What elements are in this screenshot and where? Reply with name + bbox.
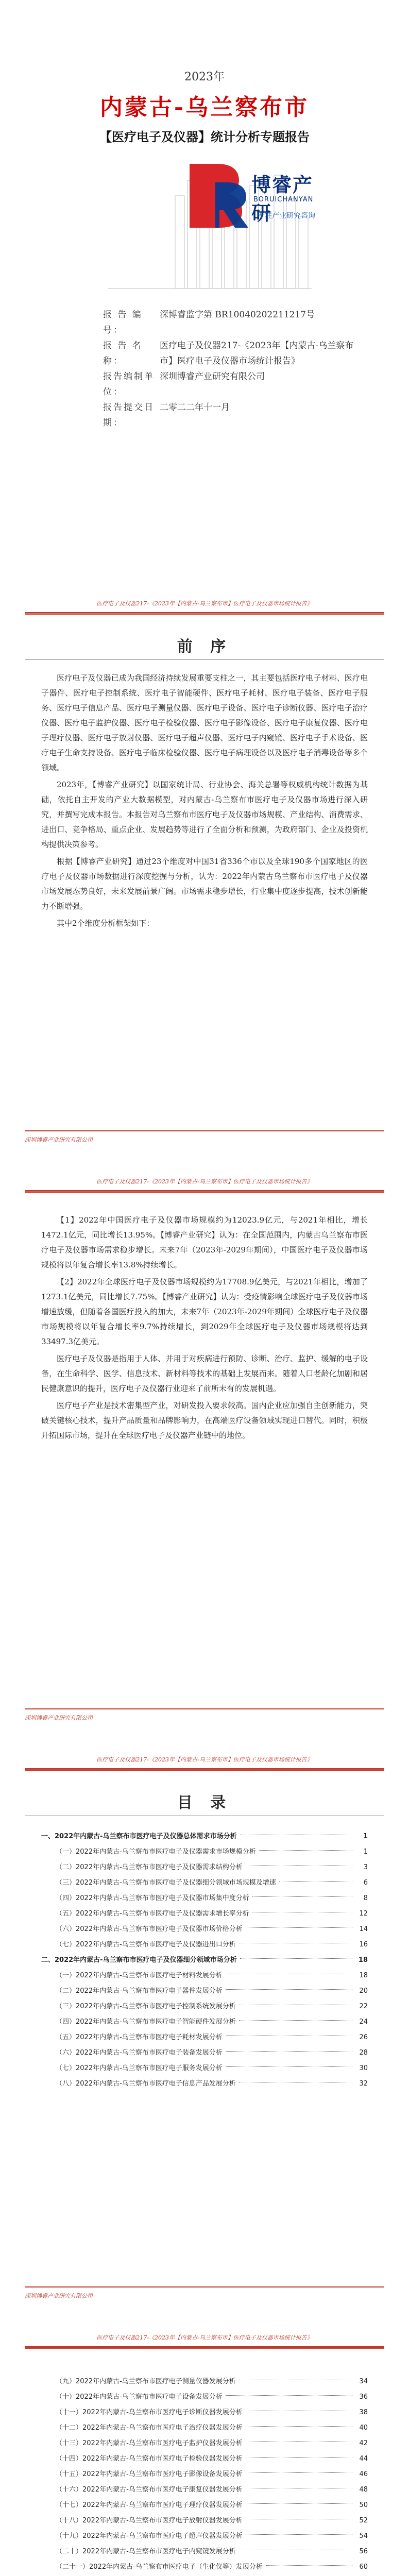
toc-leader-dots: [252, 1896, 352, 1897]
toc-section-entry[interactable]: [41, 2420, 368, 2436]
toc-section-entry[interactable]: [41, 2045, 368, 2061]
toc-section-entry[interactable]: [41, 1937, 368, 1953]
toc-page-number: 56: [359, 2548, 368, 2555]
header-rule: [25, 1190, 384, 1192]
toc-entry-title: （七）2022年内蒙古-乌兰察布市医疗电子及仪器进出口分析: [56, 1941, 236, 1948]
toc-page-number: 3: [363, 1863, 368, 1871]
meta-key: 报告提交日期：: [103, 402, 155, 428]
toc-entry-title: （八）2022年内蒙古-乌兰察布市医疗电子信息产品发展分析: [56, 2080, 236, 2088]
toc-entry-title: （十八）2022年内蒙古-乌兰察布市医疗电子放射仪器发展分析: [56, 2517, 243, 2524]
preface-page: [0, 578, 409, 1156]
toc-leader-dots: [226, 2066, 352, 2067]
toc-entry-title: （二十）2022年内蒙古-乌兰察布市医疗电子内窥镜发展分析: [56, 2548, 236, 2555]
toc-entry-title: （六）2022年内蒙古-乌兰察布市医疗电子装备发展分析: [56, 2049, 223, 2057]
meta-key: 报告编制单位：: [103, 371, 155, 397]
footer-rule: [25, 2286, 384, 2287]
footer-company: 深圳博睿产业研究有限公司: [25, 1137, 93, 1143]
toc-page-number: 36: [359, 2393, 368, 2401]
footer-rule: [25, 1130, 384, 1131]
meta-value: 深圳博睿产业研究有限公司: [160, 371, 265, 382]
toc-section-entry[interactable]: [41, 2374, 368, 2389]
preface-cont-page: [0, 1156, 409, 1734]
toc-page-number: 28: [359, 2049, 368, 2057]
preface-paragraph: 医疗电子及仪器已成为我国经济持续发展重要支柱之一，其主要包括医疗电子材料、医疗电子器件、医疗电子控制系统、医疗电子智能硬件、医疗电子耗材、医疗电子装备、医疗电子服务、医疗电子信息产品、医疗电子测量仪器、医疗电子设备、医疗电子诊断仪器、医疗电子治疗仪器、医疗电子监护仪器、医疗电子检验仪器、医疗电子影像设备、医疗电子康复仪器、医疗电子理疗仪器、医疗电子放射仪器、医疗电子超声仪器、医疗电子内窥镜、医疗电子手术设备、医疗电子生命支持设备、医疗电子临床检验仪器、医疗电子病理设备以及医疗电子消毒设备等多个领域。: [41, 673, 368, 772]
meta-key: 报 告 名 称：: [103, 341, 143, 366]
toc-page-number: 44: [359, 2455, 368, 2463]
toc-page-number: 38: [359, 2409, 368, 2416]
toc-page: [0, 1734, 409, 2312]
toc-entry-title: （七）2022年内蒙古-乌兰察布市医疗电子服务发展分析: [56, 2064, 223, 2072]
toc-leader-dots: [239, 2020, 352, 2021]
toc-section-entry[interactable]: [41, 1906, 368, 1922]
toc-section-entry[interactable]: [41, 2513, 368, 2529]
toc-entry-title: （十一）2022年内蒙古-乌兰察布市医疗电子诊断仪器发展分析: [56, 2409, 243, 2416]
toc-leader-dots: [246, 2534, 352, 2535]
toc-page-number: 30: [359, 2064, 368, 2072]
toc-entry-title: （二）2022年内蒙古-乌兰察布市医疗电子及仪器需求结构分析: [56, 1863, 243, 1871]
toc-page-number: 12: [359, 1910, 368, 1918]
toc-chapter-entry[interactable]: [41, 1953, 368, 1968]
header-rule-thin: [25, 1770, 384, 1771]
toc-section-entry[interactable]: [41, 1860, 368, 1875]
toc-title: 目 录: [177, 1794, 232, 1812]
meta-value: 医疗电子及仪器217-《2023年【内蒙古-乌兰察布市】医疗电子及仪器市场统计报告》: [160, 341, 354, 366]
toc-entry-title: （五）2022年内蒙古-乌兰察布市医疗电子耗材发展分析: [56, 2033, 223, 2041]
header-rule: [25, 2346, 384, 2348]
toc-page-number: 18: [358, 1956, 368, 1964]
header-rule-thin: [25, 2348, 384, 2349]
toc-page-number: 22: [359, 2003, 368, 2010]
cover-title: 内蒙古-乌兰察布市: [99, 94, 310, 121]
toc-entry-title: （四）2022年内蒙古-乌兰察布市医疗电子智能硬件发展分析: [56, 2018, 236, 2026]
header-rule-thin: [25, 614, 384, 615]
toc-section-entry[interactable]: [41, 1922, 368, 1937]
toc-entry-title: （十）2022年内蒙古-乌兰察布市医疗电子设备发展分析: [56, 2393, 223, 2401]
toc-leader-dots: [246, 1927, 352, 1928]
toc-section-entry[interactable]: [41, 2482, 368, 2498]
running-header: 医疗电子及仪器217-《2023年【内蒙古-乌兰察布市】医疗电子及仪器市场统计报告》: [96, 1178, 313, 1185]
toc-page-number: 34: [359, 2378, 368, 2385]
toc-page-number: 40: [359, 2424, 368, 2432]
toc-entry-title: （十二）2022年内蒙古-乌兰察布市医疗电子治疗仪器发展分析: [56, 2424, 243, 2432]
cover-page: [0, 0, 409, 578]
toc-entry-title: （四）2022年内蒙古-乌兰察布市医疗电子及仪器市场集中度分析: [56, 1894, 249, 1902]
toc-section-entry[interactable]: [41, 2014, 368, 2030]
toc-chapter-entry[interactable]: [41, 1829, 368, 1844]
toc-entry-title: （三）2022年内蒙古-乌兰察布市医疗电子控制系统发展分析: [56, 2003, 236, 2010]
toc-page-number: 14: [359, 1925, 368, 1933]
toc-leader-dots: [279, 1881, 352, 1882]
toc-leader-dots: [246, 2426, 352, 2427]
toc-entry-title: （六）2022年内蒙古-乌兰察布市医疗电子及仪器市场价格分析: [56, 1925, 243, 1933]
toc-page-number: 60: [359, 2563, 368, 2571]
toc-entry-title: （一）2022年内蒙古-乌兰察布市医疗电子材料发展分析: [56, 1972, 223, 1979]
toc-leader-dots: [246, 2503, 352, 2504]
preface-paragraph: 【2】2022年全球医疗电子及仪器市场规模约为17708.9亿美元，与2021年相比，增加了1273.1亿美元，同比增长7.75%。【博睿产业研究】认为：受疫情影响全球医疗电子及仪器市场增速放缓，但随着各国医疗投入的加大，未来7年（2023年-2029年期间）全球医疗电子及仪器市场规模将以年复合增长率9.7%持续增长，到2029年全球医疗电子及仪器市场规模将达到33497.3亿美元。: [41, 1277, 368, 1346]
header-rule-thin: [25, 1192, 384, 1193]
toc-leader-dots: [246, 2472, 352, 2473]
br-logo-mark-icon: [185, 160, 252, 232]
toc-leader-dots: [266, 2565, 352, 2566]
toc-section-entry[interactable]: [41, 1844, 368, 1860]
toc-entry-title: （九）2022年内蒙古-乌兰察布市医疗电子测量仪器发展分析: [56, 2378, 236, 2385]
title-rule: [25, 659, 384, 660]
toc-leader-dots: [226, 2395, 352, 2396]
running-header: 医疗电子及仪器217-《2023年【内蒙古-乌兰察布市】医疗电子及仪器市场统计报告》: [96, 600, 313, 607]
toc-entry-title: （十六）2022年内蒙古-乌兰察布市医疗电子康复仪器发展分析: [56, 2486, 243, 2494]
toc-section-entry[interactable]: [41, 2389, 368, 2405]
toc-section-entry[interactable]: [41, 2498, 368, 2513]
preface-paragraph: 根据【博睿产业研究】通过23个维度对中国31省336个市以及全球190多个国家地区的医疗电子及仪器市场数据进行深度挖掘与分析，认为：2022年内蒙古乌兰察布市医疗电子及仪器市场发展态势良好，未来发展前景广阔。市场需求稳步增长，行业集中度逐步提高，技术创新能力不断增强。: [41, 857, 368, 911]
toc-page-number: 54: [359, 2532, 368, 2540]
meta-row: [103, 369, 355, 400]
running-header: 医疗电子及仪器217-《2023年【内蒙古-乌兰察布市】医疗电子及仪器市场统计报告》: [96, 1756, 313, 1763]
toc-entry-title: （二）2022年内蒙古-乌兰察布市医疗电子器件发展分析: [56, 1987, 223, 1995]
toc-section-entry[interactable]: [41, 2451, 368, 2467]
report-meta: [103, 307, 355, 431]
toc-section-entry[interactable]: [41, 2467, 368, 2482]
toc-leader-dots: [226, 1989, 352, 1990]
toc-page-number: 20: [359, 1987, 368, 1995]
preface-paragraph: 2023年，【博睿产业研究】以国家统计局、行业协会、海关总署等权威机构统计数据为基础，依托自主开发的产业大数据模型，对内蒙古-乌兰察布市医疗电子及仪器市场进行深入研究，并撰写完成本报告。本报告对乌兰察布市医疗电子及仪器市场规模、产业结构、消费需求、进出口、竞争格局、重点企业、发展趋势等进行了全面分析和预测，为政府部门、企业及投资机构提供决策参考。: [41, 780, 368, 849]
toc-list-cont: [41, 2374, 368, 2576]
toc-leader-dots: [246, 2457, 352, 2458]
toc-section-entry[interactable]: [41, 2544, 368, 2560]
toc-section-entry[interactable]: [41, 1984, 368, 1999]
meta-row: [103, 307, 355, 338]
toc-leader-dots: [259, 1850, 352, 1851]
toc-page-number: 1: [363, 1848, 368, 1856]
preface-paragraph: 其中2个维度分析框架如下：: [57, 919, 155, 928]
toc-page-number: 48: [359, 2486, 368, 2494]
toc-list: [41, 1829, 368, 2092]
toc-section-entry[interactable]: [41, 1999, 368, 2014]
toc-section-entry[interactable]: [41, 1875, 368, 1891]
toc-page-number: 16: [359, 1941, 368, 1948]
toc-entry-title: （五）2022年内蒙古-乌兰察布市医疗电子及仪器需求增长率分析: [56, 1910, 249, 1918]
toc-section-entry[interactable]: [41, 2076, 368, 2092]
footer-company: 深圳博睿产业研究有限公司: [25, 1715, 93, 1721]
footer-company: 深圳博睿产业研究有限公司: [25, 2293, 93, 2299]
toc-page-number: 52: [359, 2517, 368, 2524]
toc-entry-title: （十九）2022年内蒙古-乌兰察布市医疗电子超声仪器发展分析: [56, 2532, 243, 2540]
meta-value: 二零二二年十一月: [160, 402, 230, 413]
meta-row: [103, 400, 355, 431]
header-rule: [25, 1768, 384, 1770]
logo-text-cn: 博睿产研: [251, 174, 314, 225]
toc-section-entry[interactable]: [41, 2405, 368, 2420]
toc-section-entry[interactable]: [41, 2560, 368, 2575]
toc-section-entry[interactable]: [41, 2529, 368, 2544]
toc-section-entry[interactable]: [41, 2061, 368, 2076]
preface-paragraph: 【1】2022年中国医疗电子及仪器市场规模约为12023.9亿元，与2021年相比，增长1472.1亿元，同比增长13.95%。【博睿产业研究】认为：在全国范围内，内蒙古乌兰察布市医疗电子及仪器市场需求稳步增长。未来7年（2023年-2029年期间），中国医疗电子及仪器市场规模将以年复合增长率13.8%持续增长。: [41, 1215, 368, 1269]
toc-page-number: 18: [359, 1972, 368, 1979]
preface-paragraph: 医疗电子及仪器是指用于人体、并用于对疾病进行预防、诊断、治疗、监护、缓解的电子设备，在生命科学、医学、信息技术、新材料等技术的基础上发展而来。随着人口老龄化加剧和居民健康意识的提升，医疗电子及仪器行业迎来了前所未有的发展机遇。: [41, 1354, 368, 1393]
toc-page-number: 46: [359, 2470, 368, 2478]
preface-body-cont: [41, 1213, 368, 1445]
toc-page-number: 8: [363, 1894, 368, 1902]
footer-rule: [25, 1708, 384, 1709]
toc-entry-title: 一、2022年内蒙古-乌兰察布市医疗电子及仪器总体需求市场分析: [41, 1833, 237, 1840]
toc-page-number: 50: [359, 2501, 368, 2509]
toc-entry-title: （一）2022年内蒙古-乌兰察布市医疗电子及仪器需求市场规模分析: [56, 1848, 256, 1856]
logo-text-en: BORUICHANYAN: [253, 196, 314, 204]
toc-entry-title: （十七）2022年内蒙古-乌兰察布市医疗电子理疗仪器发展分析: [56, 2501, 243, 2509]
toc-section-entry[interactable]: [41, 2436, 368, 2451]
toc-entry-title: （二十一）2022年内蒙古-乌兰察布市医疗电子（生化仪等）发展分析: [56, 2563, 263, 2571]
toc-entry-title: 二、2022年内蒙古-乌兰察布市医疗电子及仪器细分领域市场分析: [41, 1956, 237, 1964]
header-rule: [25, 612, 384, 614]
toc-cont-page: [0, 2312, 409, 2576]
toc-page-number: 6: [363, 1879, 368, 1887]
cover-year: 2023年: [184, 71, 225, 83]
toc-section-entry[interactable]: [41, 1968, 368, 1984]
meta-row: [103, 338, 355, 369]
meta-key: 报 告 编 号：: [103, 310, 143, 335]
toc-section-entry[interactable]: [41, 1891, 368, 1906]
toc-entry-title: （十五）2022年内蒙古-乌兰察布市医疗电子影像设备发展分析: [56, 2470, 243, 2478]
toc-entry-title: （十三）2022年内蒙古-乌兰察布市医疗电子监护仪器发展分析: [56, 2439, 243, 2447]
running-header: 医疗电子及仪器217-《2023年【内蒙古-乌兰察布市】医疗电子及仪器市场统计报告》: [96, 2334, 313, 2341]
brand-logo: [185, 160, 325, 232]
toc-page-number: 26: [359, 2033, 368, 2041]
toc-entry-title: （三）2022年内蒙古-乌兰察布市医疗电子及仪器细分领域市场规模及增速: [56, 1879, 276, 1887]
preface-title: 前 序: [177, 638, 232, 656]
cover-subtitle: 【医疗电子及仪器】统计分析专题报告: [99, 129, 310, 144]
toc-page-number: 24: [359, 2018, 368, 2026]
toc-leader-dots: [226, 2051, 352, 2052]
preface-paragraph: 医疗电子产业是技术密集型产业，对研发投入要求较高。国内企业应加强自主创新能力，突破关键核心技术，提升产品质量和品牌影响力，在高端医疗设备领域实现进口替代。同时，积极开拓国际市场，提升在全球医疗电子及仪器产业链中的地位。: [41, 1401, 368, 1440]
preface-body: [41, 671, 368, 933]
toc-page-number: 32: [359, 2080, 368, 2088]
toc-entry-title: （十四）2022年内蒙古-乌兰察布市医疗电子检验仪器发展分析: [56, 2455, 243, 2463]
toc-section-entry[interactable]: [41, 2030, 368, 2045]
toc-leader-dots: [240, 1958, 352, 1959]
logo-slogan: 专注产业研究咨询: [258, 212, 315, 220]
toc-page-number: 42: [359, 2439, 368, 2447]
meta-value: 深博睿监字第 BR10040202211217号: [160, 310, 315, 320]
toc-page-number: 1: [363, 1833, 368, 1840]
